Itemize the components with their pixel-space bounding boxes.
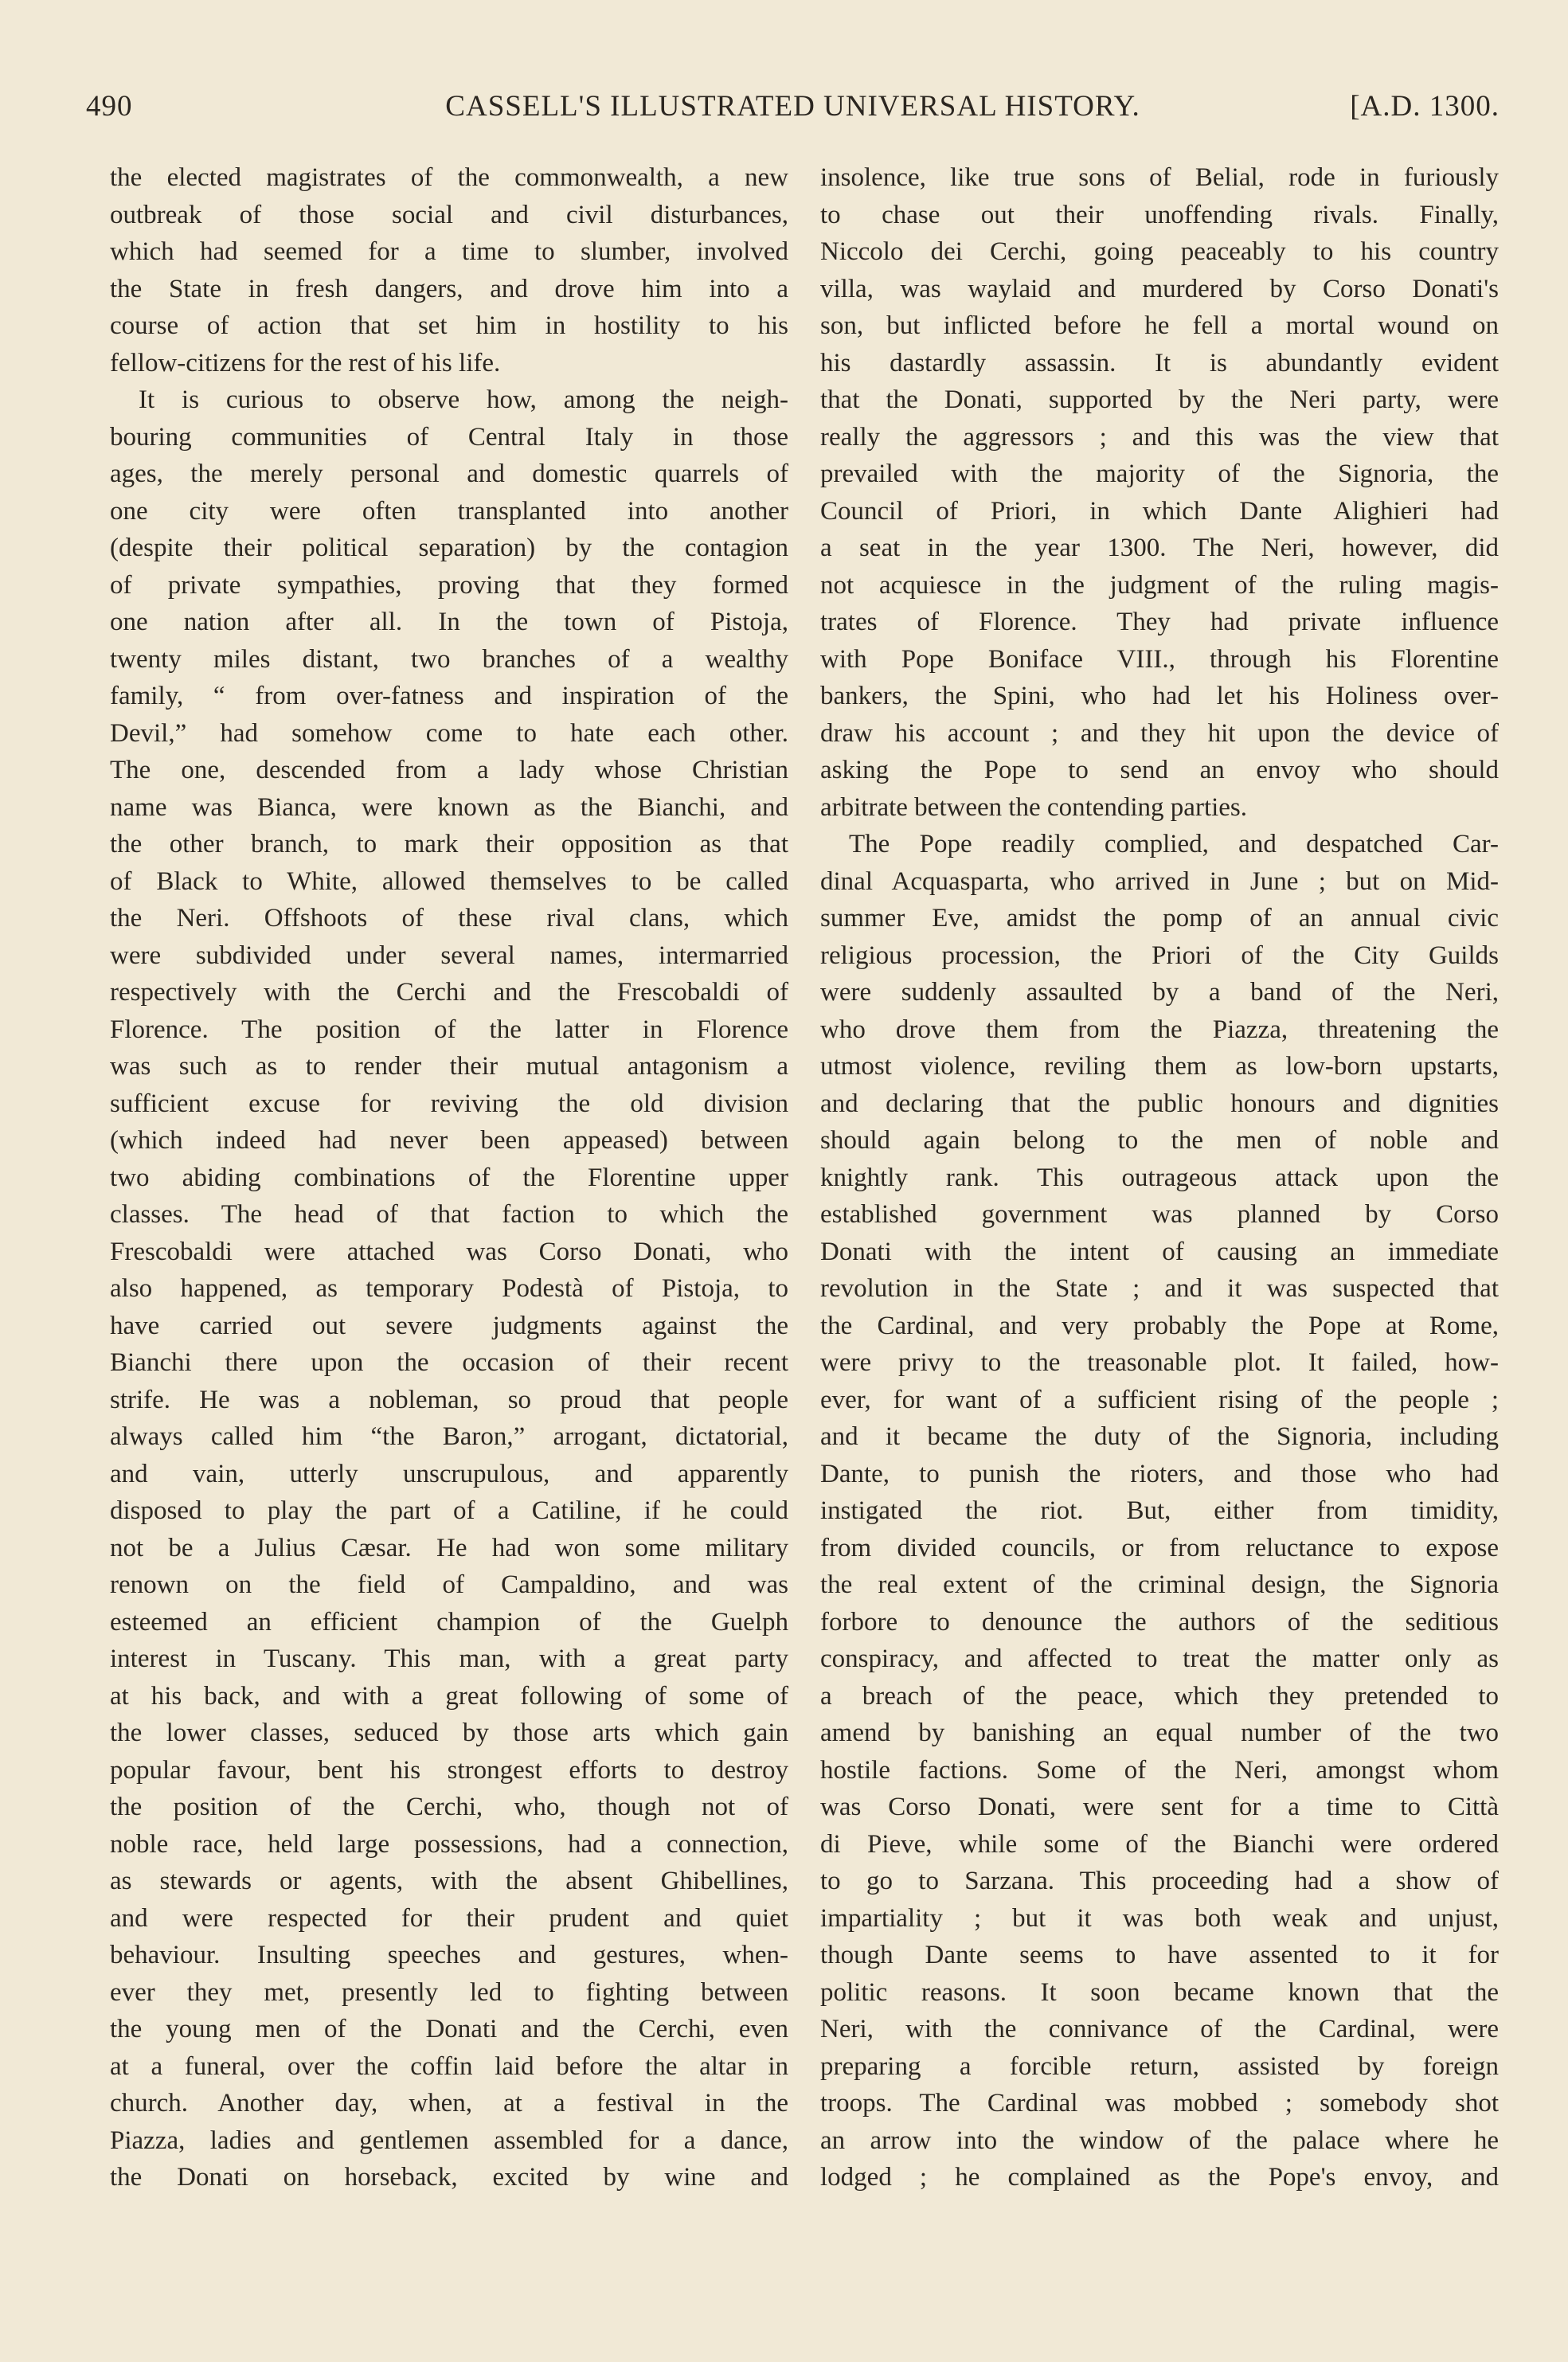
text-line: though Dante seems to have assented to it for (820, 1941, 1499, 1969)
text-line: Niccolo dei Cerchi, going peaceably to his country (820, 237, 1499, 266)
left-column (110, 159, 788, 2196)
text-line: forbore to denounce the authors of the seditious (820, 1607, 1499, 1637)
text-line: were subdivided under several names, intermarried (110, 940, 788, 970)
text-line: (which indeed had never been appeased) between (110, 1126, 788, 1155)
text-line: not acquiesce in the judgment of the ruling magis- (820, 570, 1499, 600)
text-line: Neri, with the connivance of the Cardinal, were (820, 2015, 1499, 2043)
text-line: outbreak of those social and civil disturbances, (110, 200, 788, 229)
text-line: always called him “the Baron,” arrogant, dictatorial, (110, 1422, 788, 1451)
text-line: and it became the duty of the Signoria, including (820, 1422, 1499, 1451)
text-line: that the Donati, supported by the Neri party, were (820, 385, 1499, 414)
text-line: one nation after all. In the town of Pistoja, (110, 608, 788, 636)
page-number: 490 (86, 90, 133, 123)
text-line: religious procession, the Priori of the City Guilds (820, 940, 1499, 970)
text-line: the Neri. Offshoots of these rival clans, which (110, 904, 788, 933)
text-line: the Cardinal, and very probably the Pope at Rome, (820, 1311, 1499, 1340)
text-line: have carried out severe judgments against the (110, 1311, 788, 1340)
text-line: strife. He was a nobleman, so proud that people (110, 1385, 788, 1414)
text-line: classes. The head of that faction to which the (110, 1200, 788, 1229)
text-line: knightly rank. This outrageous attack upon the (820, 1163, 1499, 1192)
text-line: hostile factions. Some of the Neri, amongst whom (820, 1755, 1499, 1785)
text-line: bankers, the Spini, who had let his Holiness over- (820, 682, 1499, 710)
text-line: church. Another day, when, at a festival in the (110, 2089, 788, 2118)
text-line: the elected magistrates of the commonwealth, a new (110, 163, 788, 192)
text-line: family, “ from over-fatness and inspiration of the (110, 682, 788, 710)
text-line: instigated the riot. But, either from timidity, (820, 1496, 1499, 1525)
text-line: impartiality ; but it was both weak and unjust, (820, 1903, 1499, 1933)
running-title: CASSELL'S ILLUSTRATED UNIVERSAL HISTORY. (445, 90, 1140, 123)
text-line: preparing a forcible return, assisted by foreign (820, 2051, 1499, 2081)
text-line: and declaring that the public honours and dignities (820, 1089, 1499, 1118)
text-line: at his back, and with a great following of some of (110, 1681, 788, 1711)
text-line: as stewards or agents, with the absent Ghibellines, (110, 1867, 788, 1895)
text-line: Frescobaldi were attached was Corso Donati, who (110, 1237, 788, 1266)
text-line: twenty miles distant, two branches of a wealthy (110, 644, 788, 674)
text-line: draw his account ; and they hit upon the device of (820, 718, 1499, 748)
date-mark: [A.D. 1300. (1350, 90, 1500, 123)
text-line: bouring communities of Central Italy in those (110, 422, 788, 452)
text-line: troops. The Cardinal was mobbed ; somebody shot (820, 2089, 1499, 2118)
text-line: the position of the Cerchi, who, though not of (110, 1793, 788, 1821)
text-line: and vain, utterly unscrupulous, and apparently (110, 1459, 788, 1488)
text-line: ever they met, presently led to fighting between (110, 1977, 788, 2007)
text-line: two abiding combinations of the Florentine upper (110, 1163, 788, 1192)
text-line: the State in fresh dangers, and drove him into a (110, 274, 788, 303)
text-line: was Corso Donati, were sent for a time to Città (820, 1793, 1499, 1821)
text-line: really the aggressors ; and this was the view that (820, 422, 1499, 452)
text-line: name was Bianca, were known as the Bianchi, and (110, 792, 788, 822)
text-line: should again belong to the men of noble and (820, 1126, 1499, 1155)
text-line: a breach of the peace, which they pretended to (820, 1681, 1499, 1711)
text-line: also happened, as temporary Podestà of Pistoja, to (110, 1274, 788, 1303)
text-line: were privy to the treasonable plot. It failed, how- (820, 1348, 1499, 1377)
text-line: ages, the merely personal and domestic quarrels of (110, 459, 788, 488)
text-line: with Pope Boniface VIII., through his Florentine (820, 644, 1499, 674)
text-line: Bianchi there upon the occasion of their recent (110, 1348, 788, 1377)
text-line: Dante, to punish the rioters, and those who had (820, 1459, 1499, 1488)
text-line: arbitrate between the contending parties. (820, 792, 1248, 822)
text-line: one city were often transplanted into another (110, 496, 788, 526)
text-line: noble race, held large possessions, had a connection, (110, 1829, 788, 1859)
text-line: his dastardly assassin. It is abundantly evident (820, 348, 1499, 377)
text-line: It is curious to observe how, among the neigh- (139, 385, 788, 414)
text-line: the other branch, to mark their opposition as that (110, 830, 788, 858)
text-line: Piazza, ladies and gentlemen assembled for a dance, (110, 2125, 788, 2155)
text-line: insolence, like true sons of Belial, rode in furiously (820, 163, 1499, 192)
text-line: utmost violence, reviling them as low-born upstarts, (820, 1052, 1499, 1081)
text-line: who drove them from the Piazza, threatening the (820, 1015, 1499, 1044)
text-line: renown on the field of Campaldino, and was (110, 1570, 788, 1599)
text-line: asking the Pope to send an envoy who should (820, 756, 1499, 784)
text-line: interest in Tuscany. This man, with a great party (110, 1644, 788, 1673)
text-line: popular favour, bent his strongest efforts to destroy (110, 1755, 788, 1785)
text-line: and were respected for their prudent and quiet (110, 1903, 788, 1933)
text-line: the lower classes, seduced by those arts which gain (110, 1719, 788, 1747)
text-line: Devil,” had somehow come to hate each other. (110, 718, 788, 748)
text-line: dinal Acquasparta, who arrived in June ; but on Mid- (820, 866, 1499, 896)
text-line: the real extent of the criminal design, the Signoria (820, 1570, 1499, 1599)
text-line: lodged ; he complained as the Pope's envoy, and (820, 2163, 1499, 2192)
text-line: the young men of the Donati and the Cerchi, even (110, 2015, 788, 2043)
text-line: at a funeral, over the coffin laid before the altar in (110, 2051, 788, 2081)
text-line: of Black to White, allowed themselves to be called (110, 866, 788, 896)
text-line: prevailed with the majority of the Signoria, the (820, 459, 1499, 488)
text-line: to chase out their unoffending rivals. Finally, (820, 200, 1499, 229)
text-line: di Pieve, while some of the Bianchi were ordered (820, 1829, 1499, 1859)
text-line: an arrow into the window of the palace where he (820, 2125, 1499, 2155)
text-line: conspiracy, and affected to treat the matter only as (820, 1644, 1499, 1673)
text-line: a seat in the year 1300. The Neri, however, did (820, 534, 1499, 562)
text-line: Donati with the intent of causing an immediate (820, 1237, 1499, 1266)
text-line: amend by banishing an equal number of the two (820, 1719, 1499, 1747)
text-line: Council of Priori, in which Dante Alighieri had (820, 496, 1499, 526)
text-line: which had seemed for a time to slumber, involved (110, 237, 788, 266)
right-column (820, 159, 1499, 2196)
text-line: disposed to play the part of a Catiline, if he could (110, 1496, 788, 1525)
text-line: respectively with the Cerchi and the Frescobaldi of (110, 978, 788, 1007)
text-line: revolution in the State ; and it was suspected that (820, 1274, 1499, 1303)
text-line: established government was planned by Corso (820, 1200, 1499, 1229)
text-line: ever, for want of a sufficient rising of the people ; (820, 1385, 1499, 1414)
text-line: behaviour. Insulting speeches and gestures, when- (110, 1941, 788, 1969)
text-line: not be a Julius Cæsar. He had won some military (110, 1533, 788, 1562)
text-line: (despite their political separation) by the contagion (110, 534, 788, 562)
text-line: The Pope readily complied, and despatched Car- (849, 830, 1499, 858)
text-line: course of action that set him in hostility to his (110, 311, 788, 340)
text-line: trates of Florence. They had private influence (820, 608, 1499, 636)
page-header (86, 83, 1500, 131)
text-line: son, but inflicted before he fell a mortal wound on (820, 311, 1499, 340)
text-line: fellow-citizens for the rest of his life. (110, 348, 501, 377)
text-line: of private sympathies, proving that they formed (110, 570, 788, 600)
text-line: the Donati on horseback, excited by wine and (110, 2163, 788, 2192)
text-line: sufficient excuse for reviving the old division (110, 1089, 788, 1118)
text-line: esteemed an efficient champion of the Guelph (110, 1607, 788, 1637)
text-line: summer Eve, amidst the pomp of an annual civic (820, 904, 1499, 933)
text-line: were suddenly assaulted by a band of the Neri, (820, 978, 1499, 1007)
text-line: The one, descended from a lady whose Christian (110, 756, 788, 784)
text-line: from divided councils, or from reluctance to expose (820, 1533, 1499, 1562)
text-line: was such as to render their mutual antagonism a (110, 1052, 788, 1081)
text-line: villa, was waylaid and murdered by Corso Donati's (820, 274, 1499, 303)
text-line: to go to Sarzana. This proceeding had a show of (820, 1867, 1499, 1895)
text-line: politic reasons. It soon became known that the (820, 1977, 1499, 2007)
text-line: Florence. The position of the latter in Florence (110, 1015, 788, 1044)
